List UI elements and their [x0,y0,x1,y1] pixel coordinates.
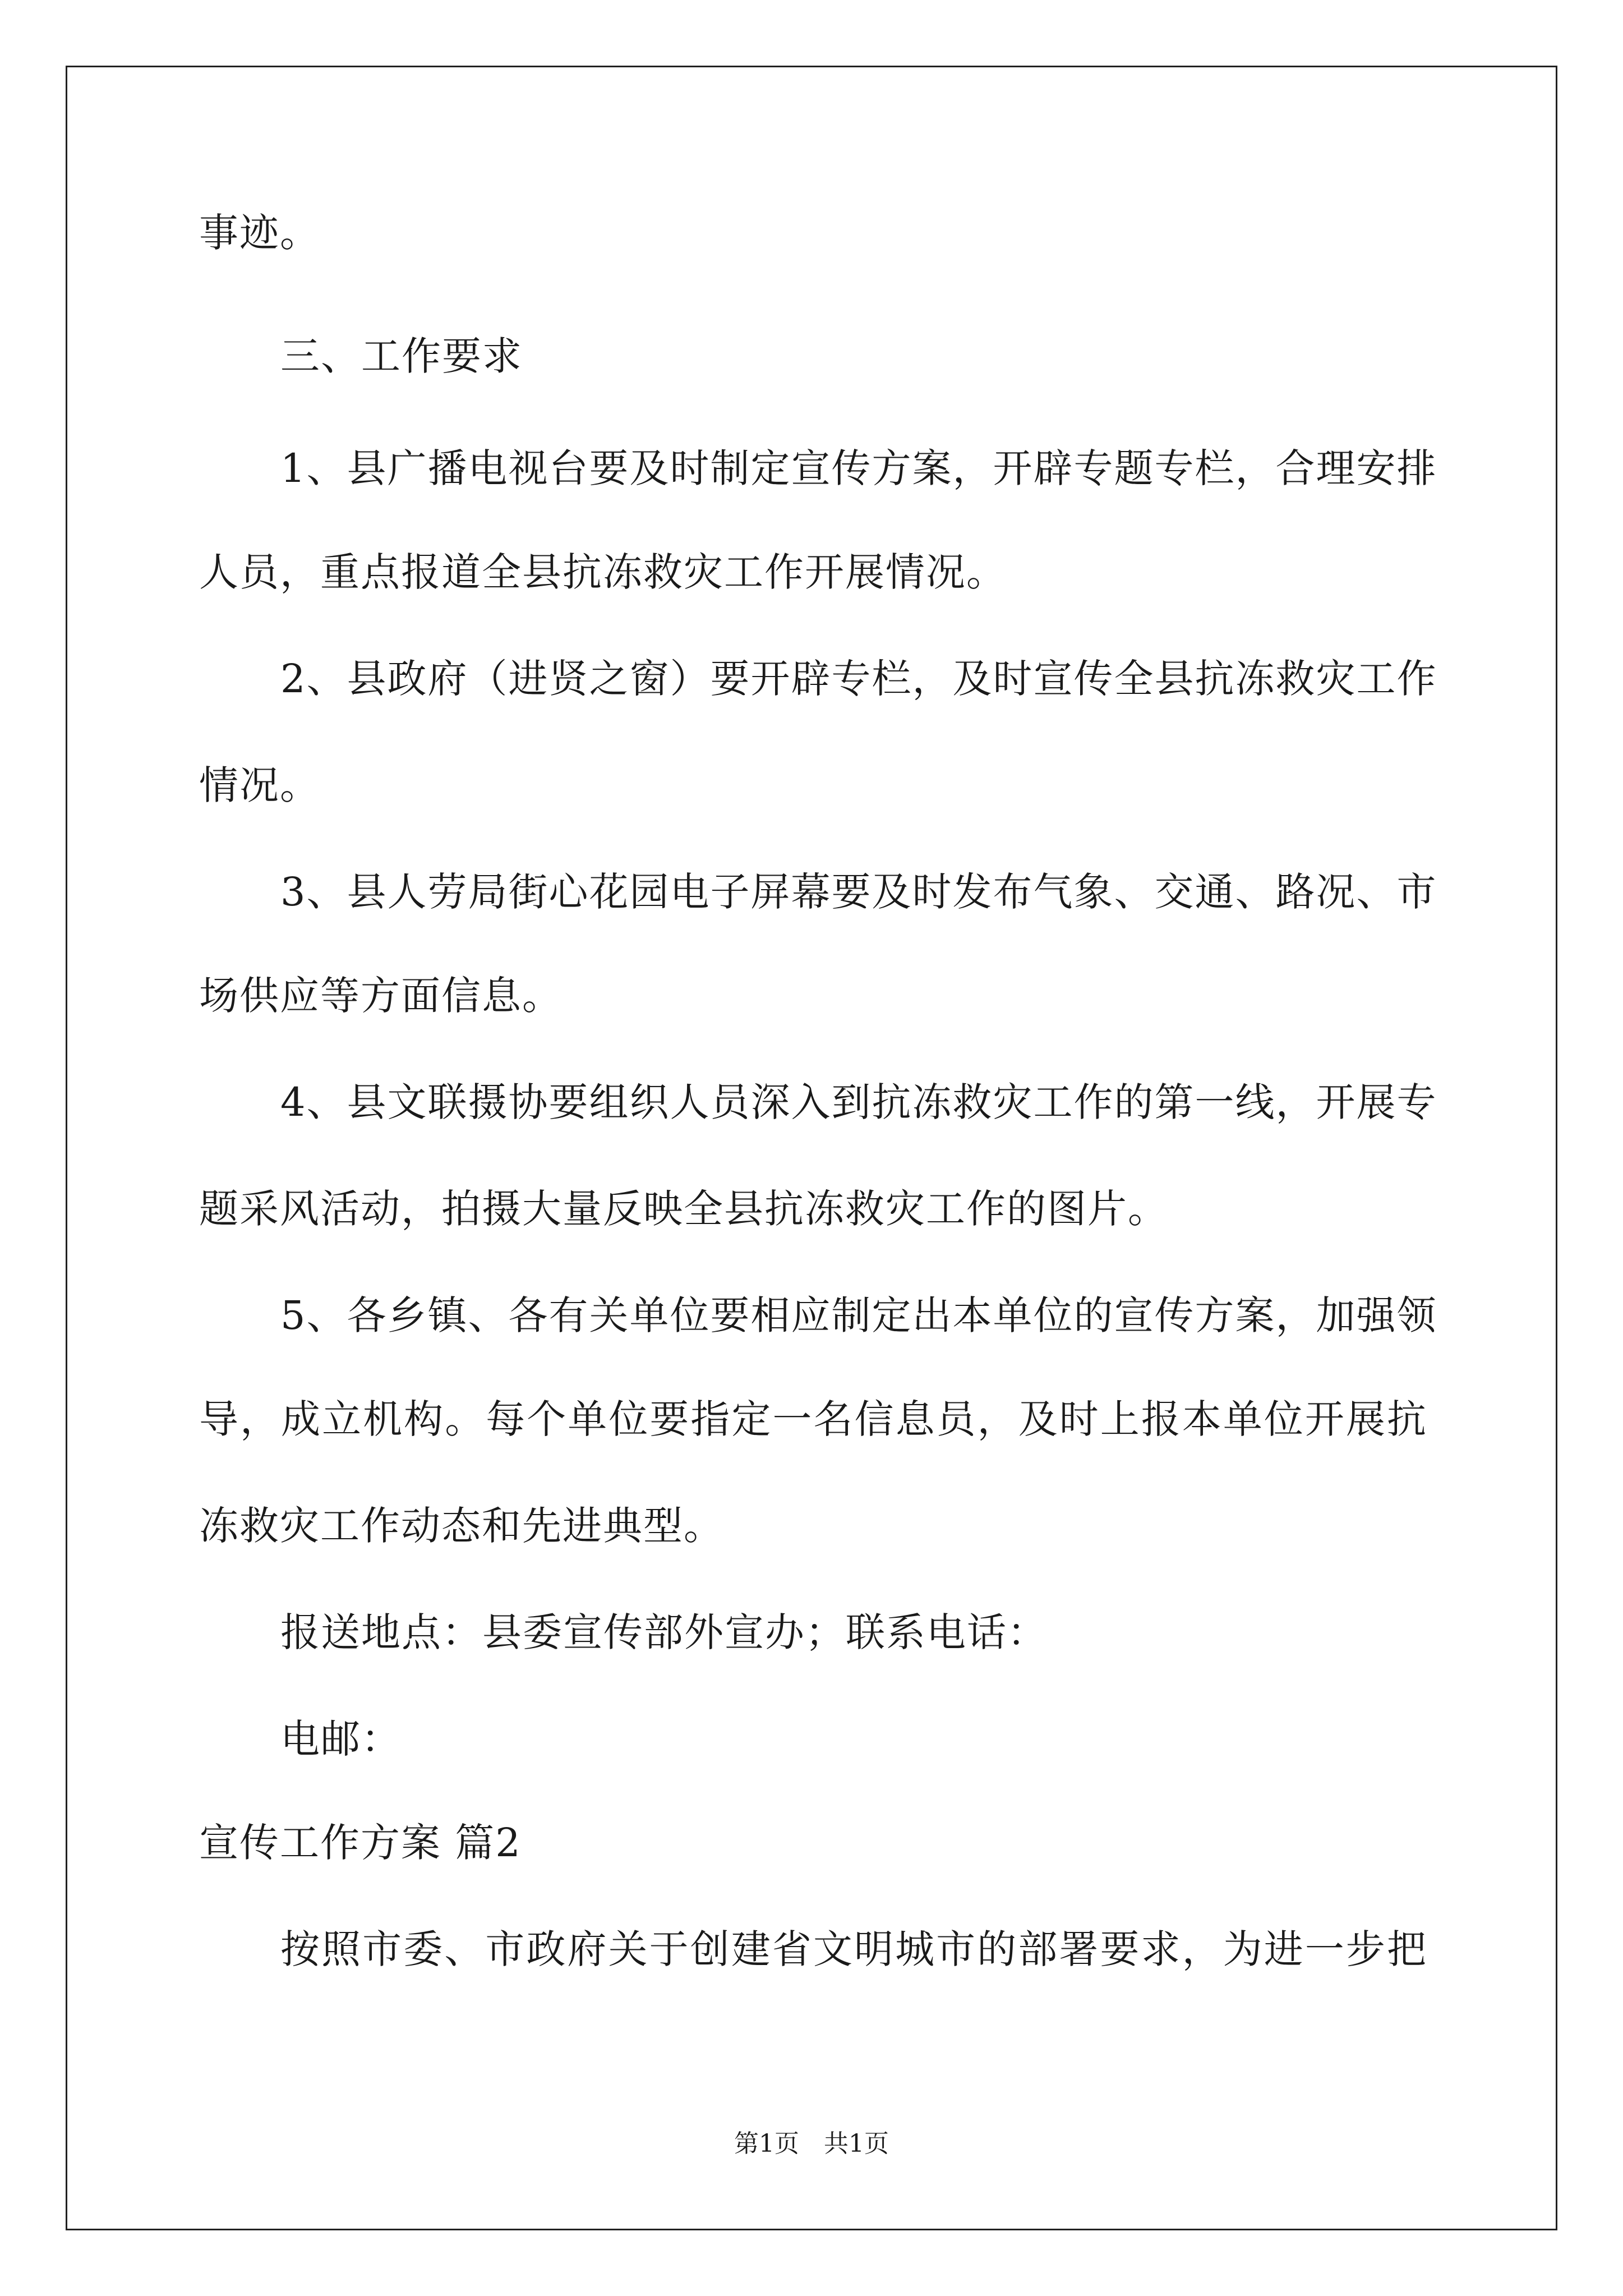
text-line-11: 5、各乡镇、各有关单位要相应制定出本单位的宣传方案，加强领 [280,1292,1437,1338]
text-line-1: 事迹。 [199,210,320,256]
text-line-10: 题采风活动，拍摄大量反映全县抗冻救灾工作的图片。 [199,1186,1168,1232]
text-line-7: 3、县人劳局街心花园电子屏幕要及时发布气象、交通、路况、市 [280,869,1437,915]
page-border [66,66,1557,2230]
text-line-3: 1、县广播电视台要及时制定宣传方案，开辟专题专栏，合理安排 [280,445,1437,491]
text-line-14: 报送地点：县委宣传部外宣办；联系电话： [280,1609,1048,1655]
text-line-8: 场供应等方面信息。 [199,973,562,1019]
text-line-6: 情况。 [199,762,320,808]
section-heading-work-requirements: 三、工作要求 [280,333,523,379]
section-title-plan-2: 宣传工作方案 篇2 [199,1820,522,1866]
text-line-5: 2、县政府（进贤之窗）要开辟专栏，及时宣传全县抗冻救灾工作 [280,656,1437,702]
text-line-9: 4、县文联摄协要组织人员深入到抗冻救灾工作的第一线，开展专 [280,1079,1437,1125]
text-line-13: 冻救灾工作动态和先进典型。 [199,1503,724,1549]
text-line-12: 导，成立机构。每个单位要指定一名信息员，及时上报本单位开展抗 [199,1396,1427,1442]
text-line-4: 人员，重点报道全县抗冻救灾工作开展情况。 [199,549,1007,595]
page-footer: 第1页 共1页 [734,2129,889,2158]
text-line-15: 电邮： [280,1716,402,1762]
text-line-17: 按照市委、市政府关于创建省文明城市的部署要求，为进一步把 [280,1926,1427,1972]
